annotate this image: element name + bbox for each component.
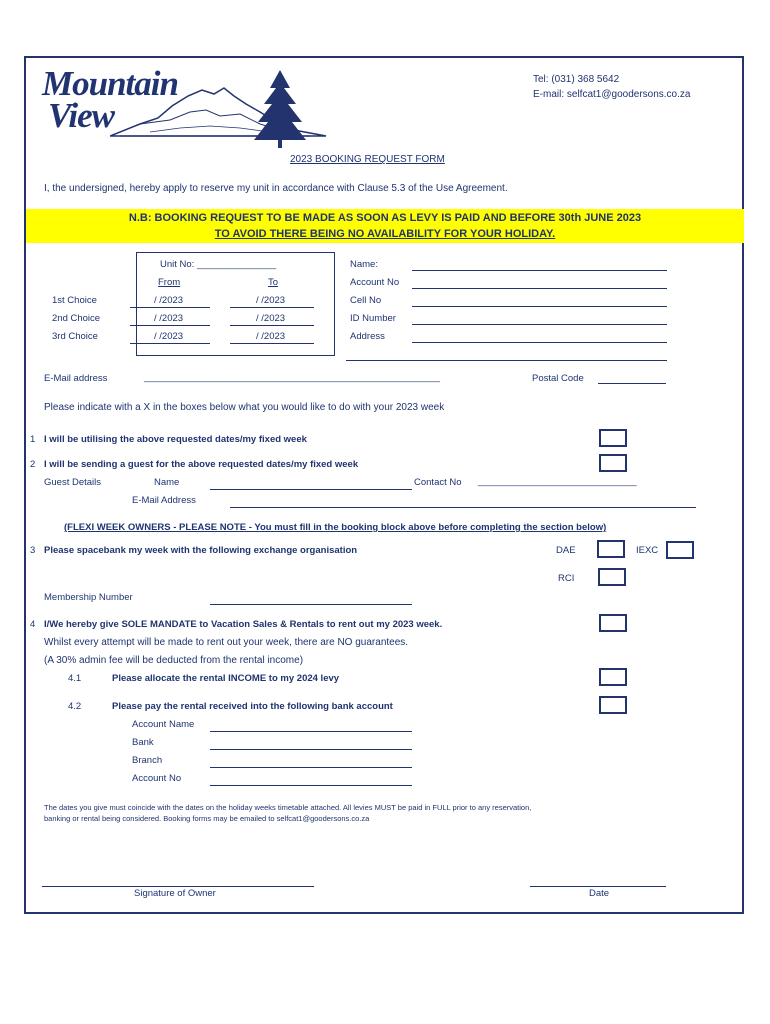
choice-to-line (230, 343, 314, 344)
choice-from-line (130, 343, 210, 344)
intro-text: I, the undersigned, hereby apply to reserve my unit in accordance with Clause 5.3 of the Use Agreement. (44, 183, 508, 194)
choice-from-line (130, 307, 210, 308)
cell-no-field[interactable] (412, 306, 667, 307)
dae-label: DAE (556, 545, 576, 556)
option4-note2: (A 30% admin fee will be deducted from the rental income) (44, 655, 304, 666)
owner-signature-field[interactable] (42, 886, 314, 887)
guest-contact-label: Contact No (414, 477, 462, 488)
name-field[interactable] (412, 270, 667, 271)
choice-to-field[interactable]: / /2023 (256, 331, 286, 342)
choice-to-line (230, 325, 314, 326)
choice-to-field[interactable]: / /2023 (256, 313, 286, 324)
iexc-checkbox[interactable] (666, 541, 694, 559)
choice-to-line (230, 307, 314, 308)
branch-label: Branch (132, 755, 163, 766)
postal-code-label: Postal Code (532, 373, 584, 384)
choice-label: 3rd Choice (52, 331, 98, 342)
dae-checkbox[interactable] (597, 540, 625, 558)
option2-number: 2 (30, 459, 36, 470)
option4-number: 4 (30, 619, 36, 630)
option1-number: 1 (30, 434, 36, 445)
option1-text: I will be utilising the above requested dates/my fixed week (44, 434, 307, 445)
email-address-label: E-Mail address (44, 373, 108, 384)
choice-to-field[interactable]: / /2023 (256, 295, 286, 306)
option4-text: I/We hereby give SOLE MANDATE to Vacation Sales & Rentals to rent out my 2023 week. (44, 619, 443, 630)
bank-account-name-field[interactable] (210, 731, 412, 732)
choice-from-line (130, 325, 210, 326)
option1-checkbox[interactable] (599, 429, 627, 447)
sub1-text: Please allocate the rental INCOME to my 2024 levy (112, 673, 340, 684)
sub2-text: Please pay the rental received into the following bank account (112, 701, 393, 712)
sub1-checkbox[interactable] (599, 668, 627, 686)
date-field[interactable] (530, 886, 666, 887)
form-title: 2023 BOOKING REQUEST FORM (290, 154, 445, 165)
indicate-instructions: Please indicate with a X in the boxes below what you would like to do with your 2023 week (44, 402, 445, 413)
sub2-number: 4.2 (68, 701, 82, 712)
to-header: To (268, 277, 279, 288)
id-number-label: ID Number (350, 313, 396, 324)
postal-code-field[interactable] (598, 383, 666, 384)
bank-account-no-label: Account No (132, 773, 182, 784)
notice-line1: N.B: BOOKING REQUEST TO BE MADE AS SOON AS LEVY IS PAID AND BEFORE 30th JUNE 2023 (128, 212, 642, 224)
rci-checkbox[interactable] (598, 568, 626, 586)
from-header: From (158, 277, 181, 288)
account-no-field[interactable] (412, 288, 667, 289)
footer-note-line1: The dates you give must coincide with the dates on the holiday weeks timetable attached. All levies MUST be paid in FULL prior to any reservation, (44, 803, 532, 812)
bank-account-no-field[interactable] (210, 785, 412, 786)
choice-from-field[interactable]: / /2023 (154, 295, 184, 306)
account-no-label: Account No (350, 277, 400, 288)
logo-line1: Mountain (42, 64, 178, 103)
cell-no-label: Cell No (350, 295, 382, 306)
unit-no-field[interactable]: Unit No: _______________ (160, 259, 277, 270)
iexc-label: IEXC (636, 545, 659, 556)
address-label: Address (350, 331, 385, 342)
option3-text: Please spacebank my week with the following exchange organisation (44, 545, 358, 556)
id-number-field[interactable] (412, 324, 667, 325)
bank-label: Bank (132, 737, 154, 748)
guest-name-field[interactable] (210, 489, 412, 490)
guest-contact-field[interactable]: ______________________________ (478, 476, 637, 487)
guest-email-label: E-Mail Address (132, 495, 196, 506)
choice-label: 2nd Choice (52, 313, 101, 324)
sub2-checkbox[interactable] (599, 696, 627, 714)
address-field-line1[interactable] (412, 342, 667, 343)
logo-line2: View (48, 96, 115, 135)
membership-label: Membership Number (44, 592, 133, 603)
guest-details-label: Guest Details (44, 477, 102, 488)
mountain-tree-icon (110, 66, 332, 150)
footer-note-line2: banking or rental being considered. Booking forms may be emailed to selfcat1@goodersons.co.za (44, 814, 370, 823)
email-address-field[interactable]: ________________________________________________________ (144, 372, 440, 383)
choice-label: 1st Choice (52, 295, 97, 306)
option2-text: I will be sending a guest for the above requested dates/my fixed week (44, 459, 359, 470)
guest-email-field[interactable] (230, 507, 696, 508)
date-label: Date (589, 888, 610, 899)
notice-line2: TO AVOID THERE BEING NO AVAILABILITY FOR YOUR HOLIDAY. (214, 228, 556, 240)
owner-signature-label: Signature of Owner (134, 888, 216, 899)
bank-field[interactable] (210, 749, 412, 750)
contact-tel: Tel: (031) 368 5642 (533, 74, 620, 85)
guest-name-label: Name (154, 477, 180, 488)
option2-checkbox[interactable] (599, 454, 627, 472)
sub1-number: 4.1 (68, 673, 82, 684)
name-label: Name: (350, 259, 378, 270)
branch-field[interactable] (210, 767, 412, 768)
flexi-note: (FLEXI WEEK OWNERS - PLEASE NOTE - You must fill in the booking block above before completing the section below) (64, 522, 607, 533)
bank-account-name-label: Account Name (132, 719, 195, 730)
address-field-line2[interactable] (346, 360, 667, 361)
option3-number: 3 (30, 545, 36, 556)
contact-email: E-mail: selfcat1@goodersons.co.za (533, 89, 691, 100)
option4-note1: Whilst every attempt will be made to rent out your week, there are NO guarantees. (44, 637, 409, 648)
choice-from-field[interactable]: / /2023 (154, 331, 184, 342)
membership-field[interactable] (210, 604, 412, 605)
rci-label: RCI (558, 573, 575, 584)
choice-from-field[interactable]: / /2023 (154, 313, 184, 324)
option4-checkbox[interactable] (599, 614, 627, 632)
